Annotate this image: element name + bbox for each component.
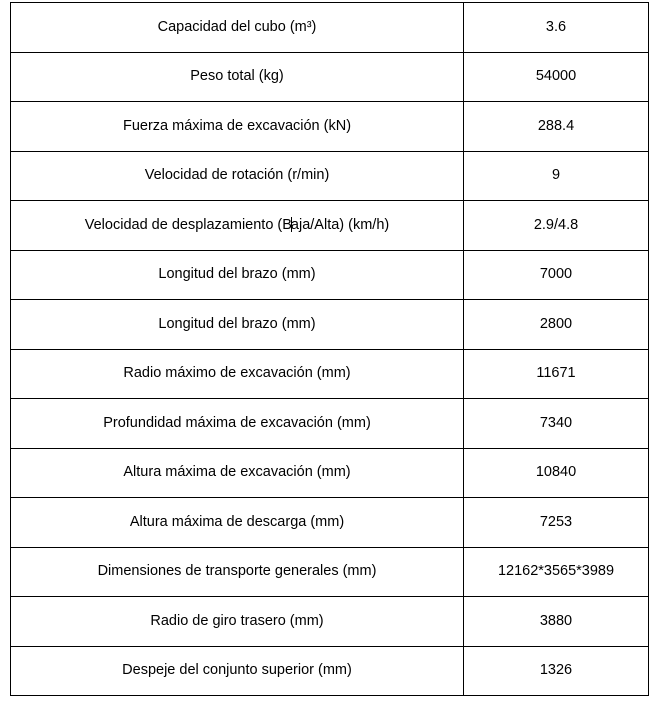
table-cell-label: Altura máxima de descarga (mm): [11, 498, 464, 548]
table-cell-value: 1326: [464, 646, 649, 696]
table-row: [11, 250, 649, 300]
table-cell-label: Velocidad de rotación (r/min): [11, 151, 464, 201]
table-cell-label: Despeje del conjunto superior (mm): [11, 646, 464, 696]
table-row: [11, 3, 649, 53]
label-text-before-cursor: Velocidad de desplazamiento (B: [84, 216, 292, 233]
table-body: [11, 3, 649, 696]
table-cell-label: Altura máxima de excavación (mm): [11, 448, 464, 498]
table-cell-value: 2800: [464, 300, 649, 350]
table-cell-value: 3880: [464, 597, 649, 647]
table-row: [11, 349, 649, 399]
table-cell-value: 7000: [464, 250, 649, 300]
table-row: [11, 399, 649, 449]
table-cell-value: 2.9/4.8: [464, 201, 649, 251]
table-cell-label: Radio máximo de excavación (mm): [11, 349, 464, 399]
table-row: [11, 646, 649, 696]
table-cell-value: 54000: [464, 52, 649, 102]
table-row: [11, 547, 649, 597]
table-row: [11, 52, 649, 102]
table-row: [11, 300, 649, 350]
table-cell-label: Longitud del brazo (mm): [11, 300, 464, 350]
table-cell-value: 288.4: [464, 102, 649, 152]
specifications-table: [10, 2, 649, 696]
document-page: [0, 2, 655, 712]
table-cell-label: Longitud del brazo (mm): [11, 250, 464, 300]
table-cell-value: 11671: [464, 349, 649, 399]
table-cell-value: 9: [464, 151, 649, 201]
label-text-after-cursor: aja/Alta) (km/h): [290, 216, 390, 233]
table-cell-value: 7340: [464, 399, 649, 449]
table-cell-label: Peso total (kg): [11, 52, 464, 102]
table-cell-label: Fuerza máxima de excavación (kN): [11, 102, 464, 152]
table-row: [11, 498, 649, 548]
table-row: [11, 102, 649, 152]
table-cell-label: Dimensiones de transporte generales (mm): [11, 547, 464, 597]
table-cell-value: 3.6: [464, 3, 649, 53]
table-row-with-cursor: [11, 201, 649, 251]
table-cell-value: 7253: [464, 498, 649, 548]
table-cell-value: 10840: [464, 448, 649, 498]
table-cell-label: Capacidad del cubo (m³): [11, 3, 464, 53]
table-cell-value: 12162*3565*3989: [464, 547, 649, 597]
table-row: [11, 151, 649, 201]
table-cell-label: [11, 201, 464, 251]
table-cell-label: Radio de giro trasero (mm): [11, 597, 464, 647]
table-row: [11, 448, 649, 498]
table-row: [11, 597, 649, 647]
table-cell-label: Profundidad máxima de excavación (mm): [11, 399, 464, 449]
